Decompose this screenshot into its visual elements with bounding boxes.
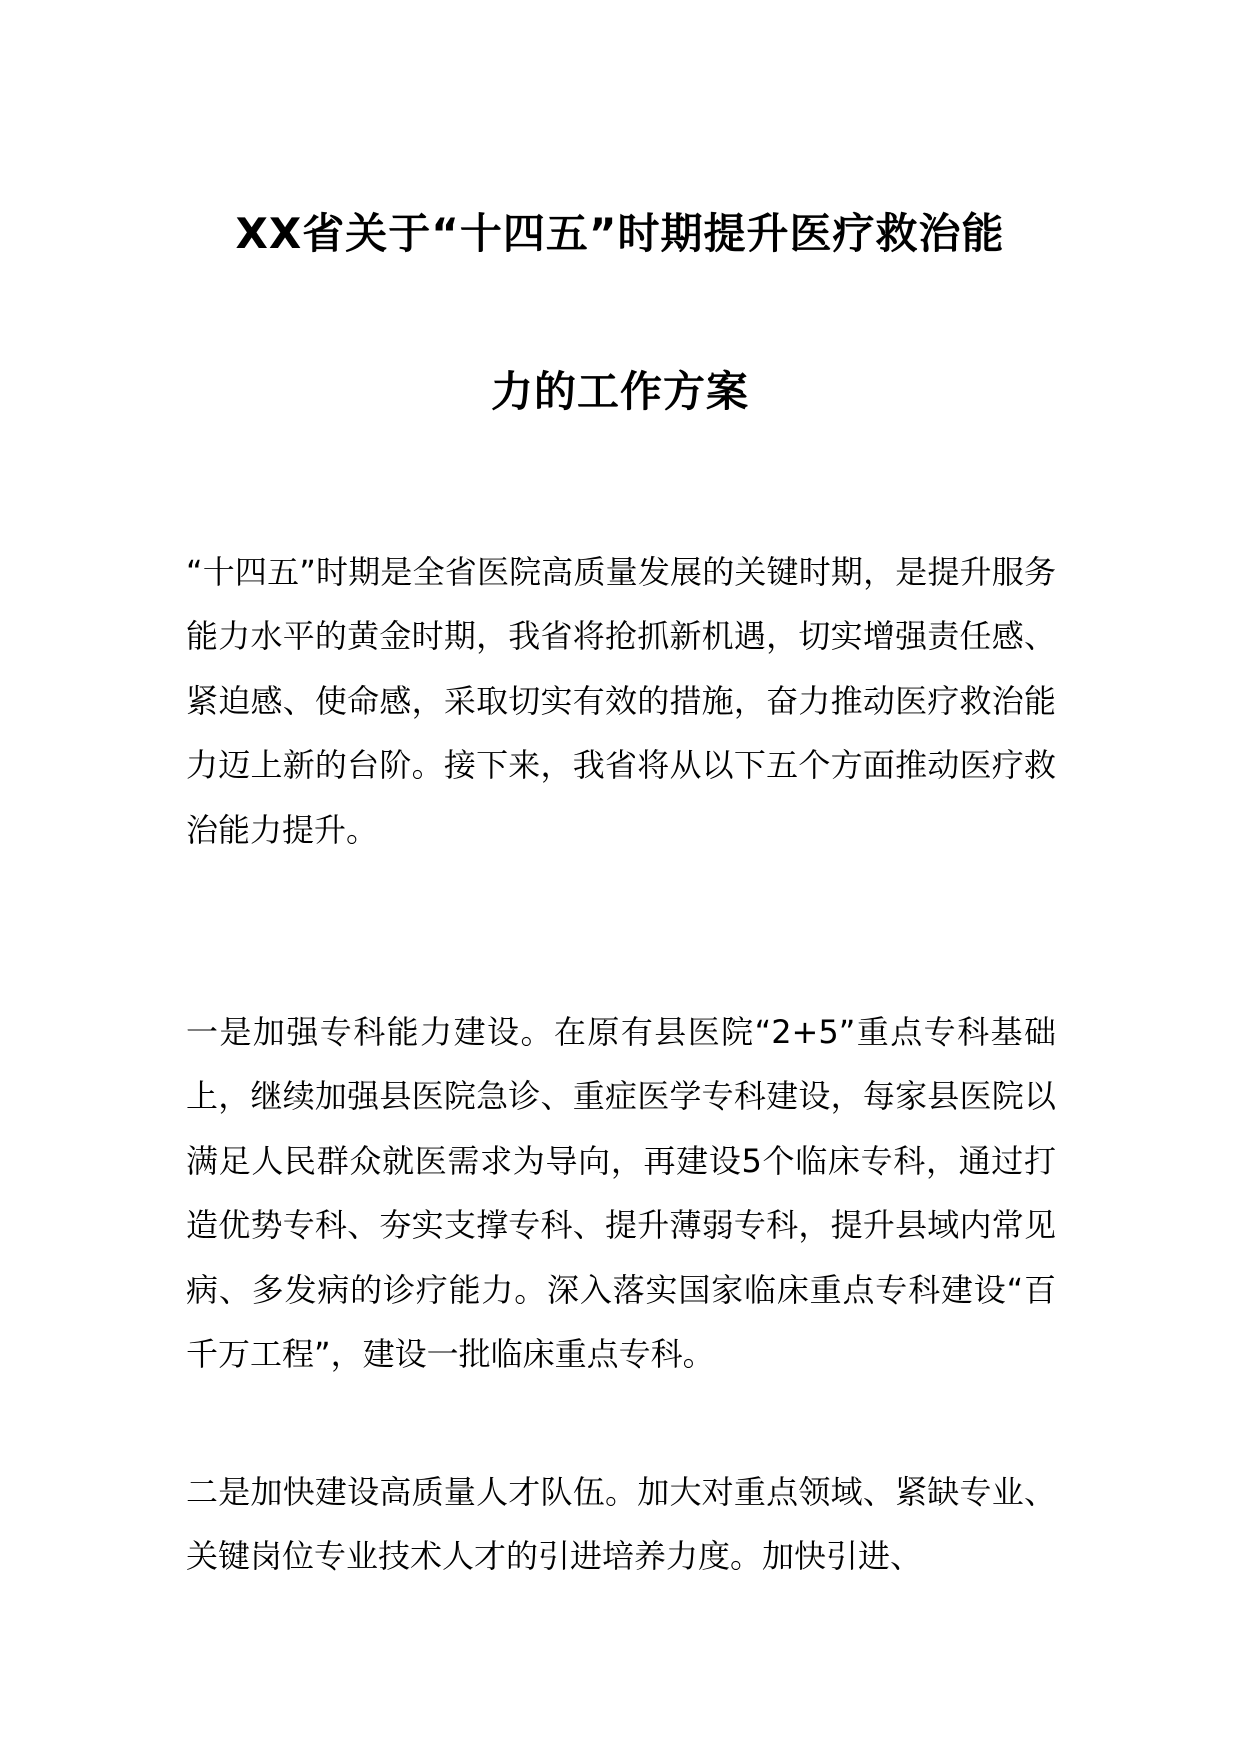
paragraph-section-2: 二是加快建设高质量人才队伍。加大对重点领域、紧缺专业、关键岗位专业技术人才的引进培养力度。加快引进、 bbox=[186, 1473, 1056, 1576]
paragraph-intro: “十四五”时期是全省医院高质量发展的关键时期，是提升服务能力水平的黄金时期，我省将抢抓新机遇，切实增强责任感、紧迫感、使命感，采取切实有效的措施，奋力推动医疗救治能力迈上新的台阶。接下来，我省将从以下五个方面推动医疗救治能力提升。 bbox=[186, 553, 1056, 849]
document-title-line-1: XX省关于“十四五”时期提升医疗救治能 bbox=[235, 209, 1005, 258]
document-title-line-2: 力的工作方案 bbox=[490, 367, 749, 416]
paragraph-section-1: 一是加强专科能力建设。在原有县医院“2+5”重点专科基础上，继续加强县医院急诊、重症医学专科建设，每家县医院以满足人民群众就医需求为导向，再建设5个临床专科，通过打造优势专科、夯实支撑专科、提升薄弱专科，提升县域内常见病、多发病的诊疗能力。深入落实国家临床重点专科建设“百千万工程”，建设一批临床重点专科。 bbox=[186, 1013, 1056, 1374]
